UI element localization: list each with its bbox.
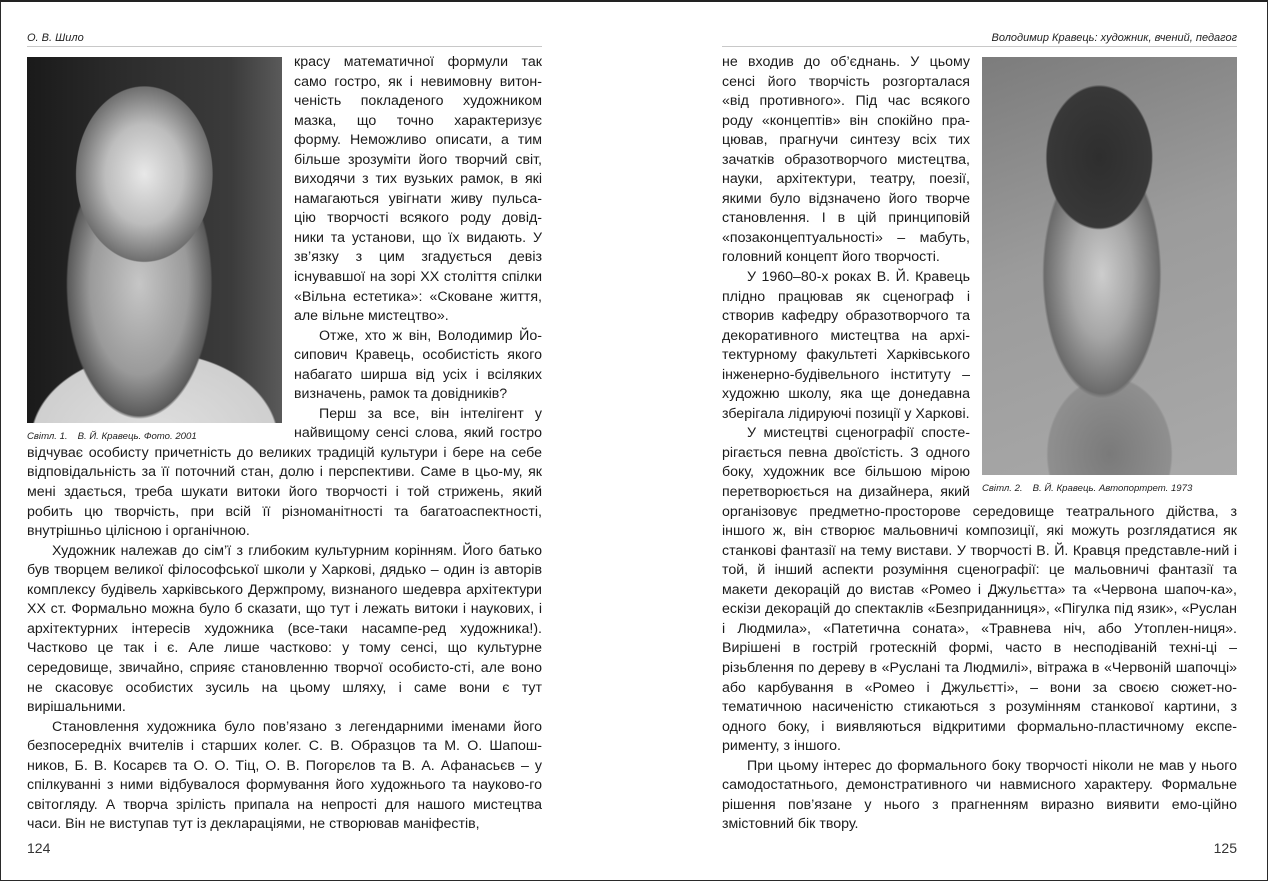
figure-1-caption: [27, 431, 282, 443]
figure-1-label: Світл. 1.: [27, 431, 68, 442]
photo-portrait-kravets-2001: [27, 57, 282, 423]
running-head-author: О. В. Шило: [27, 32, 84, 44]
self-portrait-painting-1973: [982, 57, 1237, 475]
page-number: 125: [1213, 840, 1237, 856]
header-rule: [27, 46, 542, 47]
figure-1: [27, 57, 282, 443]
paragraph: не входив до об’єднань. У цьому сенсі його творчість розгорталася «від противного». Під час всякого роду «концептів» він спокійно пра-цював, прагнучи синтезу всіх тих зачатків образотворчого мистецтва, науки, архітектури, театру, поезії, якими було відзначено його творче становлення. І в цій принциповій «позаконцептуальності» – мабуть, головний концепт його творчості.: [722, 54, 970, 266]
right-page: [722, 0, 1237, 881]
figure-1-caption-text: В. Й. Кравець. Фото. 2001: [77, 431, 197, 442]
figure-2-label: Світл. 2.: [982, 483, 1023, 494]
page-number: 124: [27, 840, 51, 856]
figure-2-caption: [982, 483, 1237, 495]
paragraph: красу математичної формули так само гостро, як і невимовну витон-ченість покладеного художником мазка, що точно характеризує форму. Неможливо описати, а тим більше зрозуміти його творчий світ, виходячи з тих вузьких рамок, в які намагаються увігнати живу пульса-цію творчості всякого роду довід-ники та установи, що їх видають. У зв’язку з цим згадується девіз існувавшої на зорі XX століття спілки «Вільна естетика»: «Сковане життя, але вільне мистецтво».: [294, 54, 542, 325]
paragraph: У мистецтві сценографії спосте-рігається певна двоїстість. З одного боку, художник все більшою мірою перетворюється на дизайнера, який організовує предметно-просторове середовище театрального дійства, з іншого ж, він створює мальовничі композиції, які можуть розглядатися як станкові фантазії на тему вистави. У творчості В. Й. Кравця представле-ний і той, й інший аспекти розуміння сценографії: це мальовничі фантазії та макети декорацій до вистав «Ромео і Джульєтта» та «Червона шапоч-ка», ескізи декорацій до спектаклів «Безприданниця», «Пігулка під язик», «Руслан і Людмила», «Патетична соната», «Травнева ніч, або Утоплен-ниця». Вирішені в гострій гротескній формі, часто в несподіваній техні-ці – різьблення по дереву в «Руслані та Людмилі», вітража в «Червоній шапочці» або карбування в «Ромео і Джульєтті», – вони за своєю сюжет-но-тематичною насиченістю стикаються з розумінням станкової картини, з одного боку, і виявляються відкритими формально-пластичному експе-рименту, з іншого.: [722, 425, 1237, 755]
running-head-title: Володимир Кравець: художник, вчений, педагог: [991, 32, 1237, 44]
right-page-body: [722, 53, 1237, 835]
paragraph: Перш за все, він інтелігент у найвищому сенсі слова, який гостро відчуває особисту причетність до великих традицій культури і бере на себе відповідальність за її поточний стан, долю і перспективи. Саме в цьо-му, як мені здається, треба шукати витоки його творчості і той стрижень, який робить цю творчість, при всій її різноманітності та багатоаспектності, внутрішньо цілісною і органічною.: [27, 405, 542, 540]
left-page-body: [27, 53, 542, 835]
left-page: [27, 0, 542, 881]
paragraph: Художник належав до сім’ї з глибоким культурним корінням. Його батько був творцем великої філософської школи у Харкові, дядько – один із авторів комплексу будівель харківського Держпрому, визнаного шедевра архітектури XX ст. Формально можна було б сказати, що тут і лежать витоки і наукових, і архітектурних інтересів художника (все-таки насампе-ред художника!). Частково це так і є. Але лише частково: у тому сенсі, що культурне середовище, звичайно, сприяє становленню творчої особисто-сті, але воно не скасовує особистих зусиль на цьому шляху, і саме вони є тут вирішальними.: [27, 542, 542, 716]
paragraph: Становлення художника було пов’язано з легендарними іменами його безпосередніх вчителів і старших колег. С. В. Образцов та М. О. Шапош-ников, Б. В. Косарєв та О. О. Тіц, О. В. Погорєлов та В. А. Афанасьєв – у спілкуванні з ними відбувалося формування його художнього та науково-го світогляду. А творча зрілість припала на непрості для нашого мистецтва часи. Він не виступав тут із деклараціями, не створював маніфестів,: [27, 718, 542, 833]
figure-2: [982, 57, 1237, 495]
header-rule: [722, 46, 1237, 47]
paragraph: Отже, хто ж він, Володимир Йо-сипович Кравець, особистість якого набагато ширша від усіх і всіляких визначень, рамок та довідників?: [294, 327, 542, 403]
paragraph: При цьому інтерес до формального боку творчості ніколи не мав у нього самодостатнього, демонстративного чи навмисного характеру. Формальне рішення пов’язане у нього з прагненням виразно виявити емо-ційно змістовний бік твору.: [722, 757, 1237, 833]
paragraph: У 1960–80-х роках В. Й. Кравець плідно працював як сценограф і створив кафедру образотворчого та декоративного мистецтва на архі-тектурному факультеті Харківського інженерно-будівельного інституту – художню школу, яка ще донедавна зберігала лідируючі позиції у Харкові.: [722, 269, 970, 422]
figure-2-caption-text: В. Й. Кравець. Автопортрет. 1973: [1032, 483, 1193, 494]
